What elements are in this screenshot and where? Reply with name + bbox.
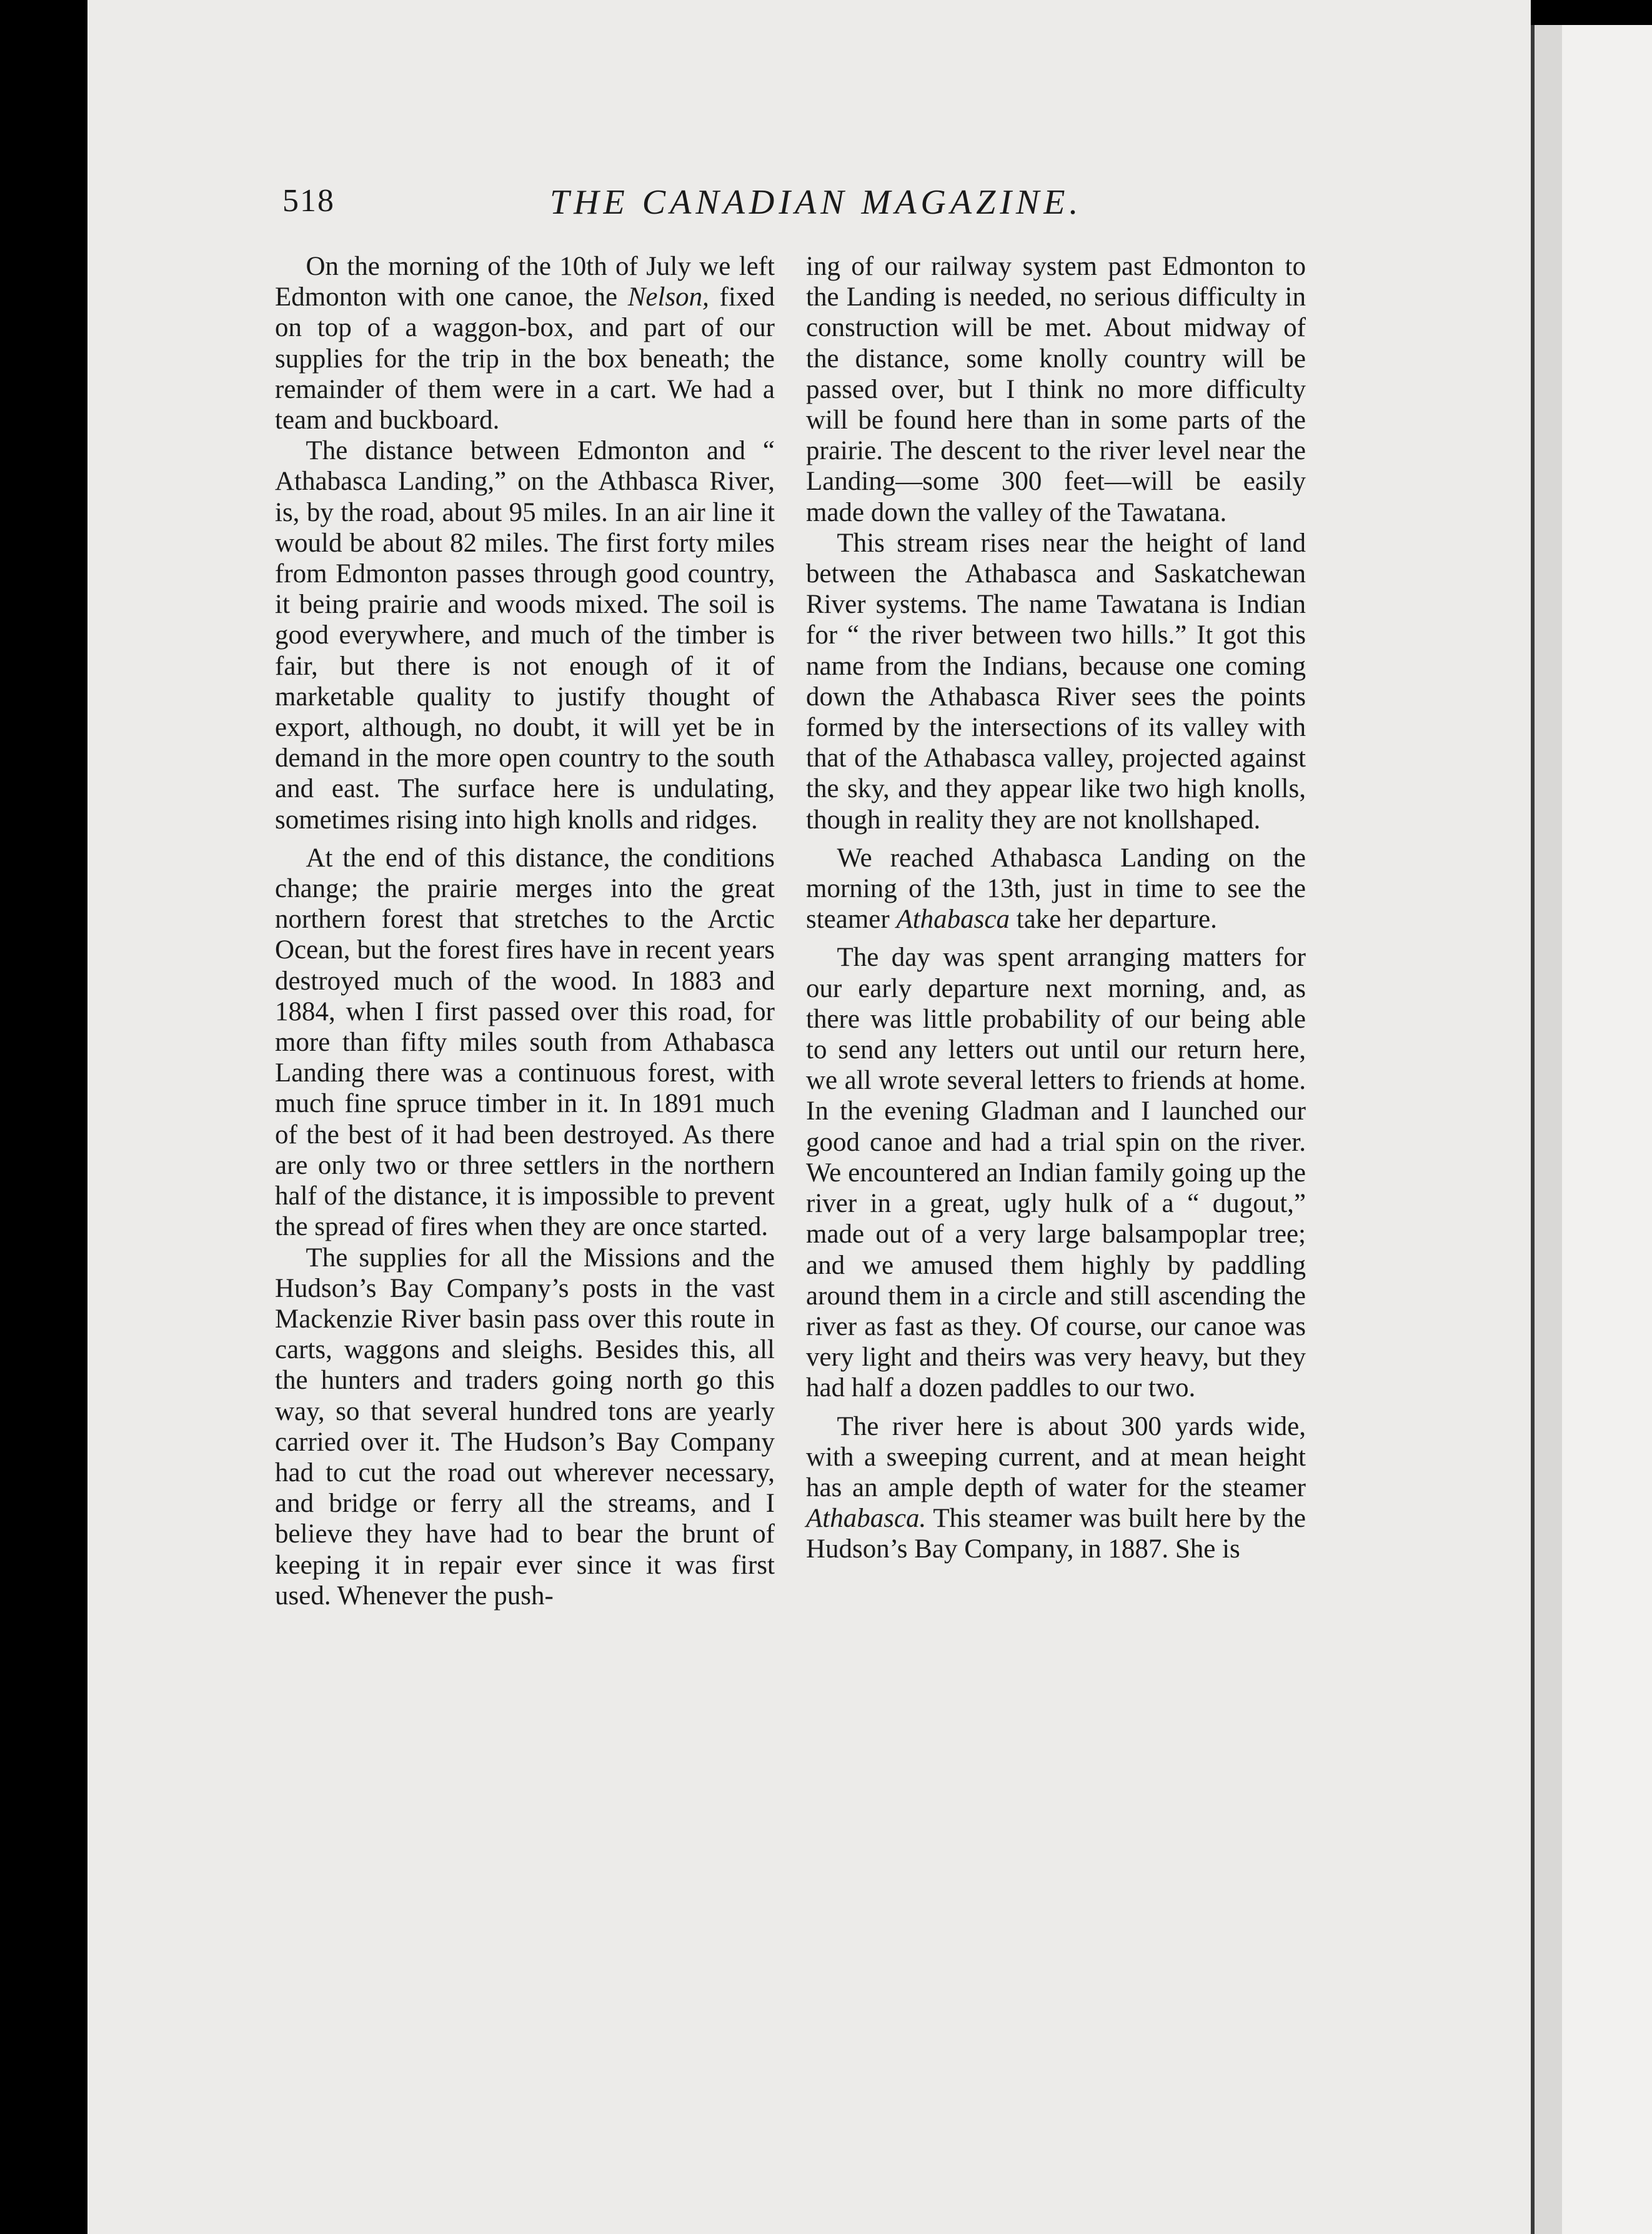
text-run: take her departure.	[1010, 905, 1217, 935]
steamer-name: Athabasca.	[806, 1504, 927, 1534]
text-run: On the morning of the 10th of July we left Edmonton with one canoe, the	[275, 252, 775, 312]
paragraph: ing of our railway system past Edmonton to the Landing is needed, no serious difficulty in construction will be met. About midway of the distance, some knolly country will be passed over, but I think no more difficulty will be found here than in some parts of the prairie. The descent to the river level near the Landing—some 300 feet—will be easily made down the valley of the Tawatana.	[806, 252, 1306, 527]
text-run: This steamer was built here by the Hudson’s Bay Company, in 1887. She is	[806, 1504, 1306, 1564]
text-run: The river here is about 300 yards wide, with a sweeping current, and at mean height has an ample depth of water for the steamer	[806, 1411, 1306, 1502]
canoe-name: Nelson,	[627, 282, 709, 312]
paragraph	[806, 1411, 1306, 1565]
left-column	[275, 251, 775, 1611]
page-number: 518	[282, 183, 335, 219]
text-run: We reached Athabasca Landing on the morning of the 13th, just in time to see the steamer	[806, 843, 1306, 935]
next-page-edge	[1531, 25, 1566, 2234]
text-run: fixed on top of a waggon-box, and part of our supplies for the trip in the box beneath; the remainder of them were in a cart. We had a team and buckboard.	[275, 282, 775, 435]
paragraph: The day was spent arranging matters for our early departure next morning, and, as there was little probability of our being able to send any letters out until our return here, we all wrote several letters to friends at home. In the evening Gladman and I launched our good canoe and had a trial spin on the river. We encountered an Indian family going up the river in a great, ugly hulk of a “ dugout,” made out of a very large balsampoplar tree; and we amused them highly by paddling around them in a circle and still ascending the river as fast as they. Of course, our canoe was very light and theirs was very heavy, but they had half a dozen paddles to our two.	[806, 943, 1306, 1403]
right-column	[806, 251, 1306, 1565]
paragraph: The supplies for all the Missions and the Hudson’s Bay Company’s posts in the vast Mackenzie River basin pass over this route in carts, waggons and sleighs. Besides this, all the hunters and traders going north go this way, so that several hundred tons are yearly carried over it. The Hudson’s Bay Company had to cut the road out wherever necessary, and bridge or ferry all the streams, and I believe they have had to bear the brunt of keeping it in repair ever since it was first used. Whenever the push-	[275, 1243, 775, 1611]
running-head: THE CANADIAN MAGAZINE.	[550, 183, 1083, 222]
paragraph: This stream rises near the height of land between the Athabasca and Saskatchewan River systems. The name Tawatana is Indian for “ the river between two hills.” It got this name from the Indians, because one coming down the Athabasca River sees the points formed by the intersections of its valley with that of the Athabasca valley, projected against the sky, and they appear like two high knolls, though in reality they are not knollshaped.	[806, 528, 1306, 835]
paragraph	[275, 251, 775, 435]
steamer-name: Athabasca	[896, 905, 1010, 935]
binding-strip	[1562, 25, 1652, 2234]
paragraph: At the end of this distance, the conditions change; the prairie merges into the great northern forest that stretches to the Arctic Ocean, but the forest fires have in recent years destroyed much of the wood. In 1883 and 1884, when I first passed over this road, for more than fifty miles south from Athabasca Landing there was a continuous forest, with much fine spruce timber in it. In 1891 much of the best of it had been destroyed. As there are only two or three settlers in the northern half of the distance, it is impossible to prevent the spread of fires when they are once started.	[275, 843, 775, 1242]
paragraph	[806, 843, 1306, 935]
paragraph: The distance between Edmonton and “ Athabasca Landing,” on the Athbasca River, is, by the road, about 95 miles. In an air line it would be about 82 miles. The first forty miles from Edmonton passes through good country, it being prairie and woods mixed. The soil is good everywhere, and much of the timber is fair, but there is not enough of it of marketable quality to justify thought of export, although, no doubt, it will yet be in demand in the more open country to the south and east. The surface here is undulating, sometimes rising into high knolls and ridges.	[275, 436, 775, 835]
